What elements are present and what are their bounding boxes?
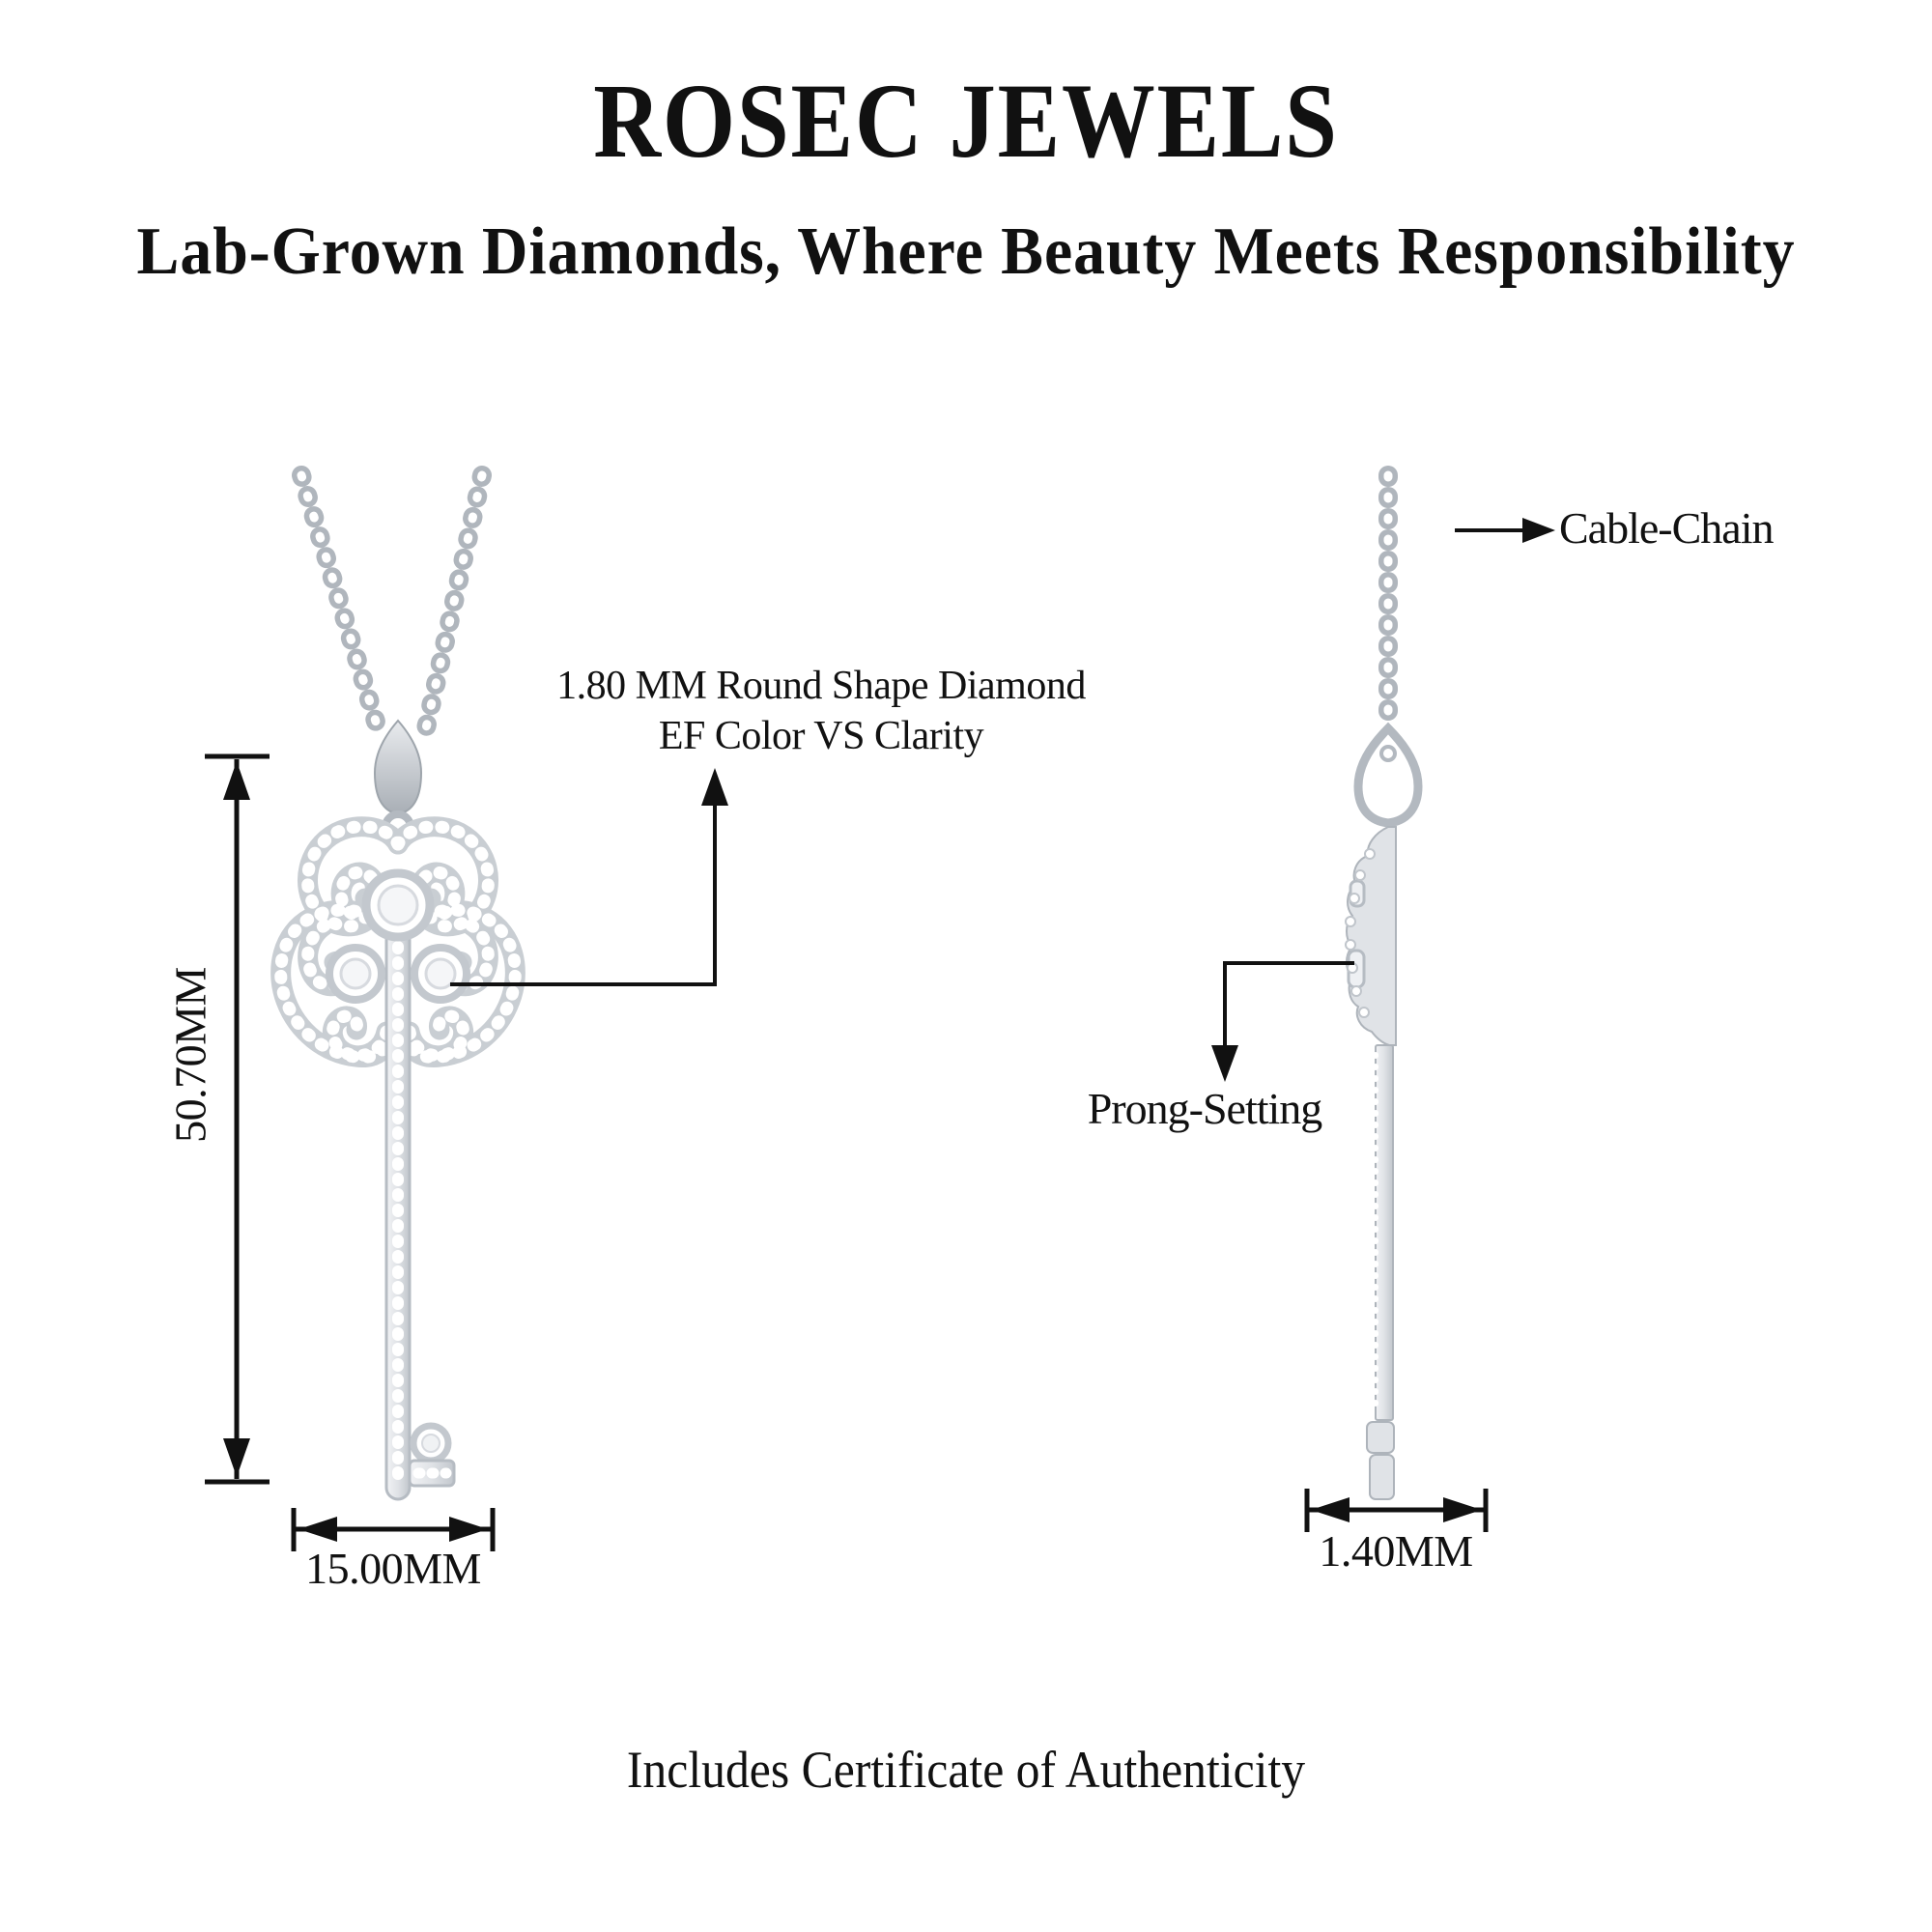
side-view-group bbox=[1346, 475, 1418, 1499]
side-key-bit bbox=[1367, 1422, 1394, 1499]
side-bail bbox=[1358, 728, 1418, 823]
side-key-head bbox=[1346, 827, 1396, 1045]
front-key-shaft bbox=[386, 916, 410, 1499]
front-key-bit bbox=[410, 1426, 454, 1486]
height-dimension-label: 50.70MM bbox=[165, 967, 215, 1143]
front-view-group bbox=[281, 475, 516, 1499]
brand-tagline: Lab-Grown Diamonds, Where Beauty Meets Responsibility bbox=[136, 214, 1796, 289]
prong-setting-label: Prong-Setting bbox=[1087, 1084, 1322, 1133]
diamond-spec-annotation bbox=[507, 661, 1135, 761]
cable-chain-leader-line bbox=[1455, 518, 1555, 543]
thickness-dimension-label: 1.40MM bbox=[1319, 1526, 1473, 1576]
diamond-spec-line2: EF Color VS Clarity bbox=[658, 714, 984, 759]
certificate-note: Includes Certificate of Authenticity bbox=[626, 1741, 1306, 1799]
front-cable-chain bbox=[301, 475, 482, 731]
prong-setting-leader-line bbox=[1211, 963, 1354, 1082]
diamond-spec-line1: 1.80 MM Round Shape Diamond bbox=[556, 664, 1086, 708]
brand-title: ROSEC JEWELS bbox=[593, 62, 1339, 180]
side-key-shaft bbox=[1376, 1045, 1393, 1420]
width-dimension-label: 15.00MM bbox=[305, 1544, 481, 1593]
cable-chain-label: Cable-Chain bbox=[1559, 503, 1774, 553]
